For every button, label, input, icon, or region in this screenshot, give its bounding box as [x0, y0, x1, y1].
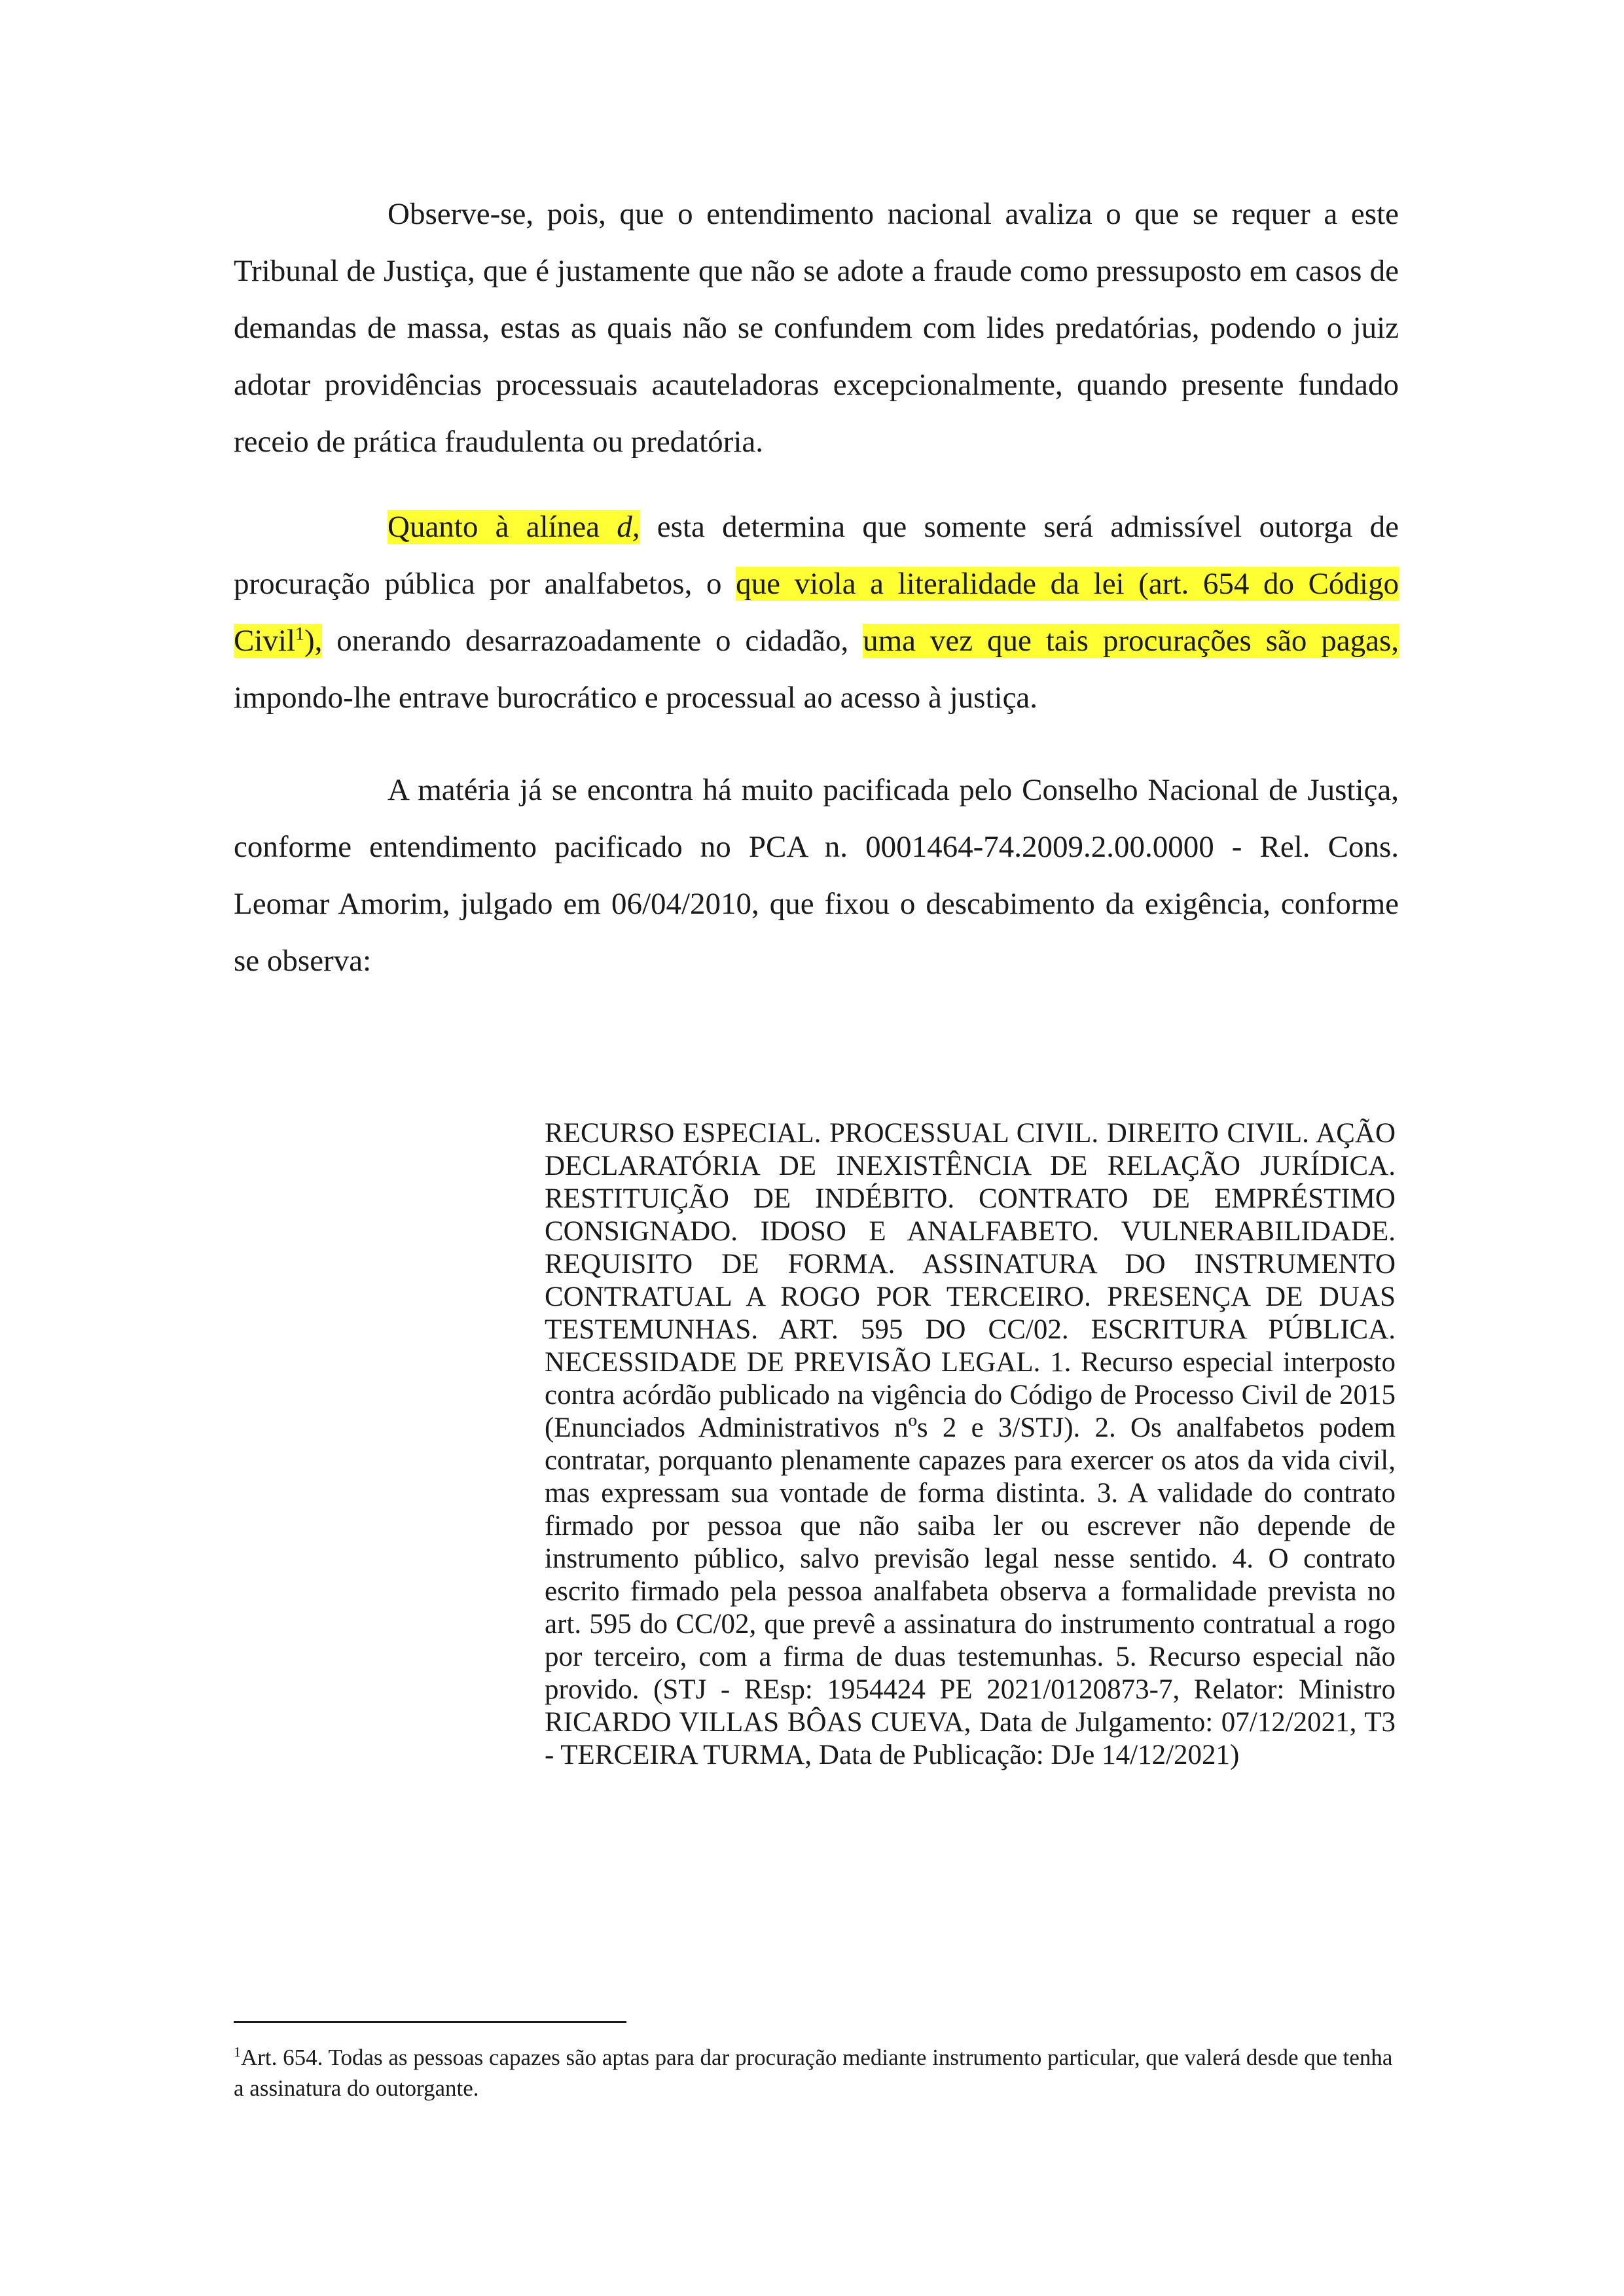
footnote-reference-1[interactable]: 1	[295, 624, 305, 645]
paragraph-3-text: A matéria já se encontra há muito pacificada pelo Conselho Nacional de Justiça, conforme entendimento pacificado no PCA n. 0001464-74.2009.2.00.0000 - Rel. Cons. Leomar Amorim, julgado em 06/04/2010, que fixou o descabimento da exigência, conforme se observa:	[234, 773, 1399, 978]
paragraph-2-text-2: onerando desarrazoadamente o cidadão,	[322, 624, 863, 658]
footnote-marker: 1	[234, 2043, 241, 2060]
highlight-viola-close: ),	[304, 624, 323, 658]
footnote-1	[234, 2042, 1399, 2104]
highlight-quanto-alinea	[388, 510, 640, 544]
italic-letter-d: d,	[617, 510, 640, 544]
highlight-quanto-text: Quanto à alínea	[388, 510, 617, 544]
block-quote-text: RECURSO ESPECIAL. PROCESSUAL CIVIL. DIREITO CIVIL. AÇÃO DECLARATÓRIA DE INEXISTÊNCIA DE RELAÇÃO JURÍDICA. RESTITUIÇÃO DE INDÉBITO. CONTRATO DE EMPRÉSTIMO CONSIGNADO. IDOSO E ANALFABETO. VULNERABILIDADE. REQUISITO DE FORMA. ASSINATURA DO INSTRUMENTO CONTRATUAL A ROGO POR TERCEIRO. PRESENÇA DE DUAS TESTEMUNHAS. ART. 595 DO CC/02. ESCRITURA PÚBLICA. NECESSIDADE DE PREVISÃO LEGAL. 1. Recurso especial interposto contra acórdão publicado na vigência do Código de Processo Civil de 2015 (Enunciados Administrativos nºs 2 e 3/STJ). 2. Os analfabetos podem contratar, porquanto plenamente capazes para exercer os atos da vida civil, mas expressam sua vontade de forma distinta. 3. A validade do contrato firmado por pessoa que não saiba ler ou escrever não depende de instrumento público, salvo previsão legal nesse sentido. 4. O contrato escrito firmado pela pessoa analfabeta observa a formalidade prevista no art. 595 do CC/02, que prevê a assinatura do instrumento contratual a rogo por terceiro, com a firma de duas testemunhas. 5. Recurso especial não provido. (STJ - REsp: 1954424 PE 2021/0120873-7, Relator: Ministro RICARDO VILLAS BÔAS CUEVA, Data de Julgamento: 07/12/2021, T3 - TERCEIRA TURMA, Data de Publicação: DJe 14/12/2021)	[545, 1118, 1396, 1770]
paragraph-fraud-presumption	[234, 186, 1399, 471]
paragraph-2-text-3: impondo-lhe entrave burocrático e processual ao acesso à justiça.	[234, 681, 1038, 715]
highlight-procuracoes-pagas: uma vez que tais procurações são pagas,	[863, 624, 1399, 658]
paragraph-alinea-d	[234, 499, 1399, 726]
paragraph-2-text-1: esta determina que somente será admissível outorga de procuração pública por analfabetos, o	[234, 510, 1399, 601]
footnote-text: Art. 654. Todas as pessoas capazes são aptas para dar procuração mediante instrumento particular, que valerá desde que tenha a assinatura do outorgante.	[234, 2045, 1393, 2101]
paragraph-cnj-precedent	[234, 762, 1399, 990]
paragraph-1-text: Observe-se, pois, que o entendimento nacional avaliza o que se requer a este Tribunal de Justiça, que é justamente que não se adote a fraude como pressuposto em casos de demandas de massa, estas as quais não se confundem com lides predatórias, podendo o juiz adotar providências processuais acauteladoras excepcionalmente, quando presente fundado receio de prática fraudulenta ou predatória.	[234, 197, 1399, 459]
block-quote-jurisprudence	[545, 1117, 1396, 1772]
highlight-viola-text: que viola a literalidade da lei (art. 654 do Código Civil	[234, 567, 1399, 658]
footnote-separator	[234, 2021, 626, 2023]
